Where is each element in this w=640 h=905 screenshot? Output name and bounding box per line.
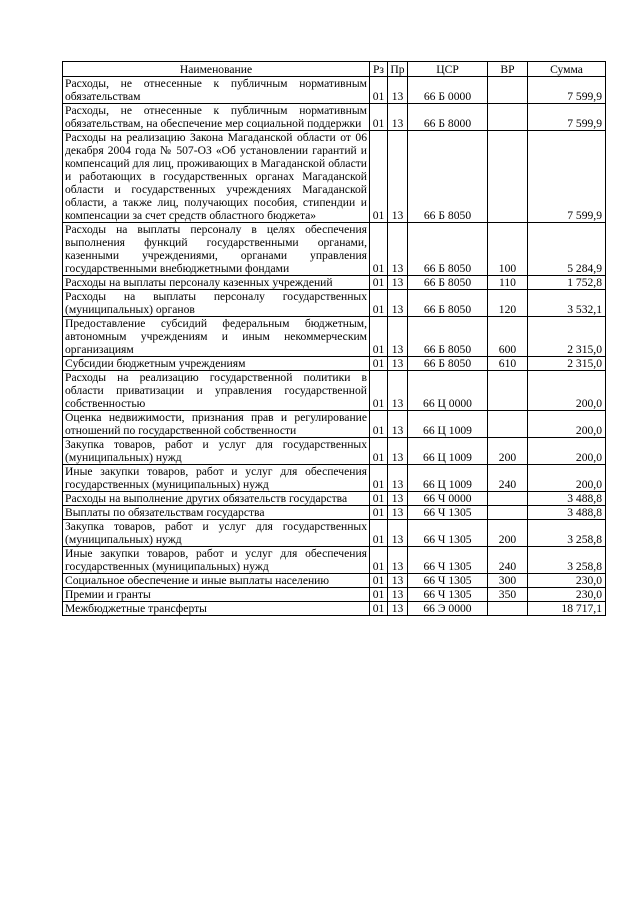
row-sum: 3 258,8 xyxy=(528,547,606,574)
row-pr: 13 xyxy=(388,357,408,371)
row-pr: 13 xyxy=(388,602,408,616)
row-vr: 110 xyxy=(488,276,528,290)
header-pr: Пр xyxy=(388,62,408,77)
table-row xyxy=(63,77,606,104)
row-csr: 66 Б 8050 xyxy=(408,276,488,290)
row-pr: 13 xyxy=(388,465,408,492)
row-sum: 3 488,8 xyxy=(528,506,606,520)
row-pr: 13 xyxy=(388,411,408,438)
header-vr: ВР xyxy=(488,62,528,77)
row-sum: 7 599,9 xyxy=(528,77,606,104)
row-csr: 66 Б 8050 xyxy=(408,131,488,223)
row-pr: 13 xyxy=(388,371,408,411)
row-name: Расходы на выплаты персоналу в целях обеспечения выполнения функций государственными органами, казенными учреждениями, органами управления государственными внебюджетными фондами xyxy=(63,223,370,276)
row-csr: 66 Ч 0000 xyxy=(408,492,488,506)
row-csr: 66 Э 0000 xyxy=(408,602,488,616)
row-rz: 01 xyxy=(370,104,388,131)
row-rz: 01 xyxy=(370,411,388,438)
row-vr xyxy=(488,506,528,520)
row-rz: 01 xyxy=(370,520,388,547)
row-sum: 5 284,9 xyxy=(528,223,606,276)
row-vr: 200 xyxy=(488,438,528,465)
row-pr: 13 xyxy=(388,276,408,290)
row-vr: 100 xyxy=(488,223,528,276)
row-vr xyxy=(488,131,528,223)
row-name: Расходы на выплаты персоналу государственных (муниципальных) органов xyxy=(63,290,370,317)
table-row xyxy=(63,520,606,547)
row-name: Расходы на реализацию государственной политики в области приватизации и управления государственной собственностью xyxy=(63,371,370,411)
row-csr: 66 Ч 1305 xyxy=(408,574,488,588)
row-rz: 01 xyxy=(370,290,388,317)
table-row xyxy=(63,317,606,357)
table-row xyxy=(63,574,606,588)
header-rz: Рз xyxy=(370,62,388,77)
row-name: Закупка товаров, работ и услуг для государственных (муниципальных) нужд xyxy=(63,520,370,547)
table-row xyxy=(63,602,606,616)
table-row xyxy=(63,492,606,506)
row-pr: 13 xyxy=(388,290,408,317)
header-sum: Сумма xyxy=(528,62,606,77)
row-name: Оценка недвижимости, признания прав и регулирование отношений по государственной собственности xyxy=(63,411,370,438)
row-name: Расходы, не отнесенные к публичным нормативным обязательствам, на обеспечение мер социальной поддержки xyxy=(63,104,370,131)
table-row xyxy=(63,547,606,574)
row-pr: 13 xyxy=(388,317,408,357)
row-csr: 66 Б 8050 xyxy=(408,223,488,276)
row-sum: 200,0 xyxy=(528,438,606,465)
table-row xyxy=(63,223,606,276)
row-rz: 01 xyxy=(370,602,388,616)
row-name: Расходы на реализацию Закона Магаданской области от 06 декабря 2004 года № 507-ОЗ «Об установлении гарантий и компенсаций для лиц, проживающих в Магаданской области и работающих в государственных органах Магаданской области и государственных учреждениях Магаданской области, а также лиц, получающих пособия, стипендии и компенсации за счет средств областного бюджета» xyxy=(63,131,370,223)
table-row xyxy=(63,131,606,223)
row-rz: 01 xyxy=(370,276,388,290)
row-pr: 13 xyxy=(388,588,408,602)
row-csr: 66 Ц 1009 xyxy=(408,465,488,492)
row-name: Закупка товаров, работ и услуг для государственных (муниципальных) нужд xyxy=(63,438,370,465)
row-csr: 66 Б 0000 xyxy=(408,77,488,104)
row-pr: 13 xyxy=(388,547,408,574)
row-vr xyxy=(488,371,528,411)
row-csr: 66 Ц 1009 xyxy=(408,438,488,465)
row-rz: 01 xyxy=(370,357,388,371)
budget-table xyxy=(62,61,606,616)
row-rz: 01 xyxy=(370,371,388,411)
row-vr xyxy=(488,104,528,131)
row-vr: 350 xyxy=(488,588,528,602)
row-csr: 66 Б 8050 xyxy=(408,290,488,317)
row-sum: 200,0 xyxy=(528,371,606,411)
row-pr: 13 xyxy=(388,77,408,104)
row-rz: 01 xyxy=(370,438,388,465)
row-sum: 18 717,1 xyxy=(528,602,606,616)
row-csr: 66 Б 8050 xyxy=(408,317,488,357)
row-name: Премии и гранты xyxy=(63,588,370,602)
row-sum: 3 488,8 xyxy=(528,492,606,506)
row-sum: 2 315,0 xyxy=(528,317,606,357)
row-sum: 2 315,0 xyxy=(528,357,606,371)
row-name: Иные закупки товаров, работ и услуг для обеспечения государственных (муниципальных) нужд xyxy=(63,465,370,492)
row-csr: 66 Б 8000 xyxy=(408,104,488,131)
row-csr: 66 Ч 1305 xyxy=(408,520,488,547)
row-pr: 13 xyxy=(388,438,408,465)
table-row xyxy=(63,411,606,438)
row-csr: 66 Ч 1305 xyxy=(408,506,488,520)
row-pr: 13 xyxy=(388,574,408,588)
row-name: Расходы на выплаты персоналу казенных учреждений xyxy=(63,276,370,290)
row-pr: 13 xyxy=(388,223,408,276)
row-rz: 01 xyxy=(370,77,388,104)
row-sum: 1 752,8 xyxy=(528,276,606,290)
row-vr: 240 xyxy=(488,465,528,492)
row-rz: 01 xyxy=(370,317,388,357)
row-rz: 01 xyxy=(370,547,388,574)
row-sum: 230,0 xyxy=(528,588,606,602)
row-rz: 01 xyxy=(370,131,388,223)
header-name: Наименование xyxy=(63,62,370,77)
table-row xyxy=(63,357,606,371)
row-csr: 66 Б 8050 xyxy=(408,357,488,371)
row-sum: 7 599,9 xyxy=(528,104,606,131)
row-vr: 600 xyxy=(488,317,528,357)
row-sum: 200,0 xyxy=(528,411,606,438)
header-csr: ЦСР xyxy=(408,62,488,77)
row-sum: 3 532,1 xyxy=(528,290,606,317)
row-pr: 13 xyxy=(388,492,408,506)
row-csr: 66 Ц 0000 xyxy=(408,371,488,411)
row-sum: 3 258,8 xyxy=(528,520,606,547)
row-name: Межбюджетные трансферты xyxy=(63,602,370,616)
row-vr: 610 xyxy=(488,357,528,371)
row-pr: 13 xyxy=(388,104,408,131)
row-rz: 01 xyxy=(370,506,388,520)
row-vr: 120 xyxy=(488,290,528,317)
row-name: Выплаты по обязательствам государства xyxy=(63,506,370,520)
row-vr: 300 xyxy=(488,574,528,588)
table-header-row xyxy=(63,62,606,77)
row-vr xyxy=(488,411,528,438)
table-row xyxy=(63,290,606,317)
table-row xyxy=(63,276,606,290)
table-row xyxy=(63,104,606,131)
row-pr: 13 xyxy=(388,520,408,547)
table-row xyxy=(63,438,606,465)
table-row xyxy=(63,588,606,602)
row-vr: 240 xyxy=(488,547,528,574)
row-csr: 66 Ц 1009 xyxy=(408,411,488,438)
row-rz: 01 xyxy=(370,574,388,588)
row-rz: 01 xyxy=(370,588,388,602)
table-row xyxy=(63,371,606,411)
row-vr xyxy=(488,492,528,506)
row-vr xyxy=(488,602,528,616)
row-name: Предоставление субсидий федеральным бюджетным, автономным учреждениям и иным некоммерческим организациям xyxy=(63,317,370,357)
row-rz: 01 xyxy=(370,223,388,276)
row-pr: 13 xyxy=(388,506,408,520)
row-name: Расходы на выполнение других обязательств государства xyxy=(63,492,370,506)
row-name: Иные закупки товаров, работ и услуг для обеспечения государственных (муниципальных) нужд xyxy=(63,547,370,574)
row-rz: 01 xyxy=(370,465,388,492)
row-name: Субсидии бюджетным учреждениям xyxy=(63,357,370,371)
row-csr: 66 Ч 1305 xyxy=(408,588,488,602)
row-rz: 01 xyxy=(370,492,388,506)
row-csr: 66 Ч 1305 xyxy=(408,547,488,574)
row-sum: 200,0 xyxy=(528,465,606,492)
row-name: Расходы, не отнесенные к публичным нормативным обязательствам xyxy=(63,77,370,104)
row-pr: 13 xyxy=(388,131,408,223)
row-sum: 7 599,9 xyxy=(528,131,606,223)
row-vr: 200 xyxy=(488,520,528,547)
table-row xyxy=(63,465,606,492)
row-sum: 230,0 xyxy=(528,574,606,588)
table-row xyxy=(63,506,606,520)
row-vr xyxy=(488,77,528,104)
row-name: Социальное обеспечение и иные выплаты населению xyxy=(63,574,370,588)
